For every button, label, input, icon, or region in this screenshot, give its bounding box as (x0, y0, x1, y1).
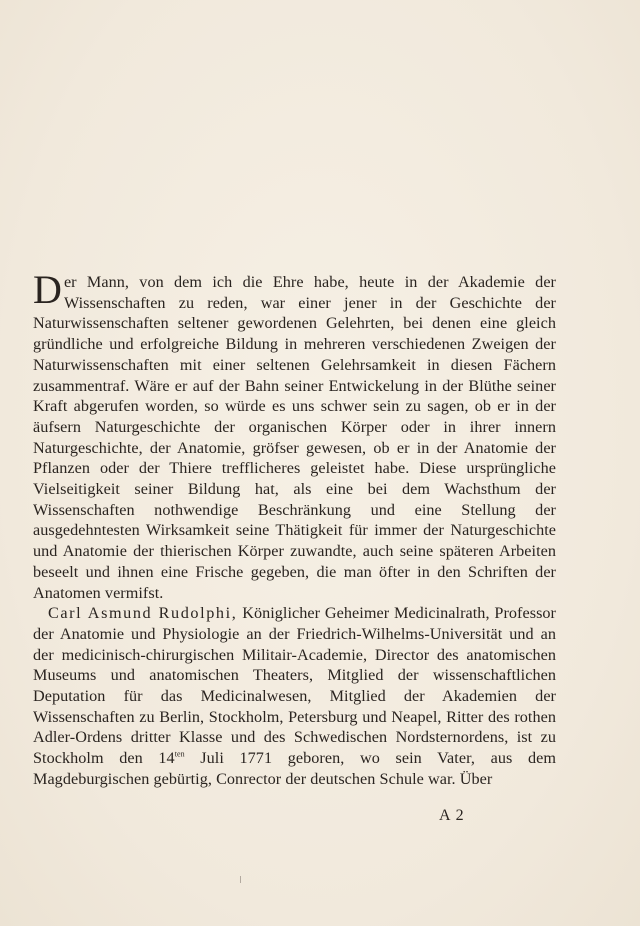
paragraph-1-text: er Mann, von dem ich die Ehre habe, heute in der Akademie der Wissenschaften zu reden, war einer jener in der Geschichte der Naturwissenschaften seltener gewordenen Gelehrten, bei denen eine gleich gründliche und erfolgreiche Bildung in mehreren verschiedenen Zweigen der Naturwissenschaften mit einer seltenen Gelehrsamkeit in diesen Fächern zusammentraf. Wäre er auf der Bahn seiner Entwickelung in der Blüthe seiner Kraft abgerufen worden, so würde es uns schwer sein zu sagen, ob er in der äufsern Naturgeschichte der organischen Körper oder in ihrer innern Naturgeschichte, der Anatomie, gröfser gewesen, ob er in der Anatomie der Pflanzen oder der Thiere trefflicheres geleistet habe. Diese ursprüngliche Vielseitigkeit seiner Bildung hat, als eine bei dem Wachsthum der Wissenschaften nothwendige Beschränkung und eine Stellung der ausgedehntesten Wirksamkeit seine Thätigkeit für immer der Naturgeschichte und Anatomie der thierischen Körper zuwandte, auch seine späteren Arbeiten beseelt und ihnen eine Frische gegeben, die man öfter in den Schriften der Anatomen vermifst. (33, 273, 556, 602)
drop-cap: D (33, 267, 62, 312)
paper-speck (240, 876, 241, 883)
body-text (33, 267, 556, 790)
ordinal-superscript: ten (174, 749, 185, 759)
paragraph-1 (33, 267, 556, 603)
paragraph-2-text-a: Königlicher Geheimer Medicinalrath, Professor der Anatomie und Physiologie an der Friedrich-Wilhelms-Universität und an der medicinisch-chirurgischen Militair-Academie, Director des anatomischen Museums und anatomischen Theaters, Mitglied der wissenschaftlichen Deputation für das Medicinalwesen, Mitglied der Akademien der Wissenschaften zu Berlin, Stockholm, Petersburg und Neapel, Ritter des rothen Adler-Ordens dritter Klasse und des Schwedischen Nordsternordens, ist zu Stockholm den 14 (33, 604, 556, 768)
paragraph-2 (33, 603, 556, 789)
paragraph-2-text-b: Juli 1771 geboren, wo sein Vater, aus dem Magdeburgischen gebürtig, Conrector der deutschen Schule war. Über (33, 749, 556, 788)
signature-mark: A 2 (439, 807, 465, 824)
person-name: Carl Asmund Rudolphi, (48, 604, 238, 623)
